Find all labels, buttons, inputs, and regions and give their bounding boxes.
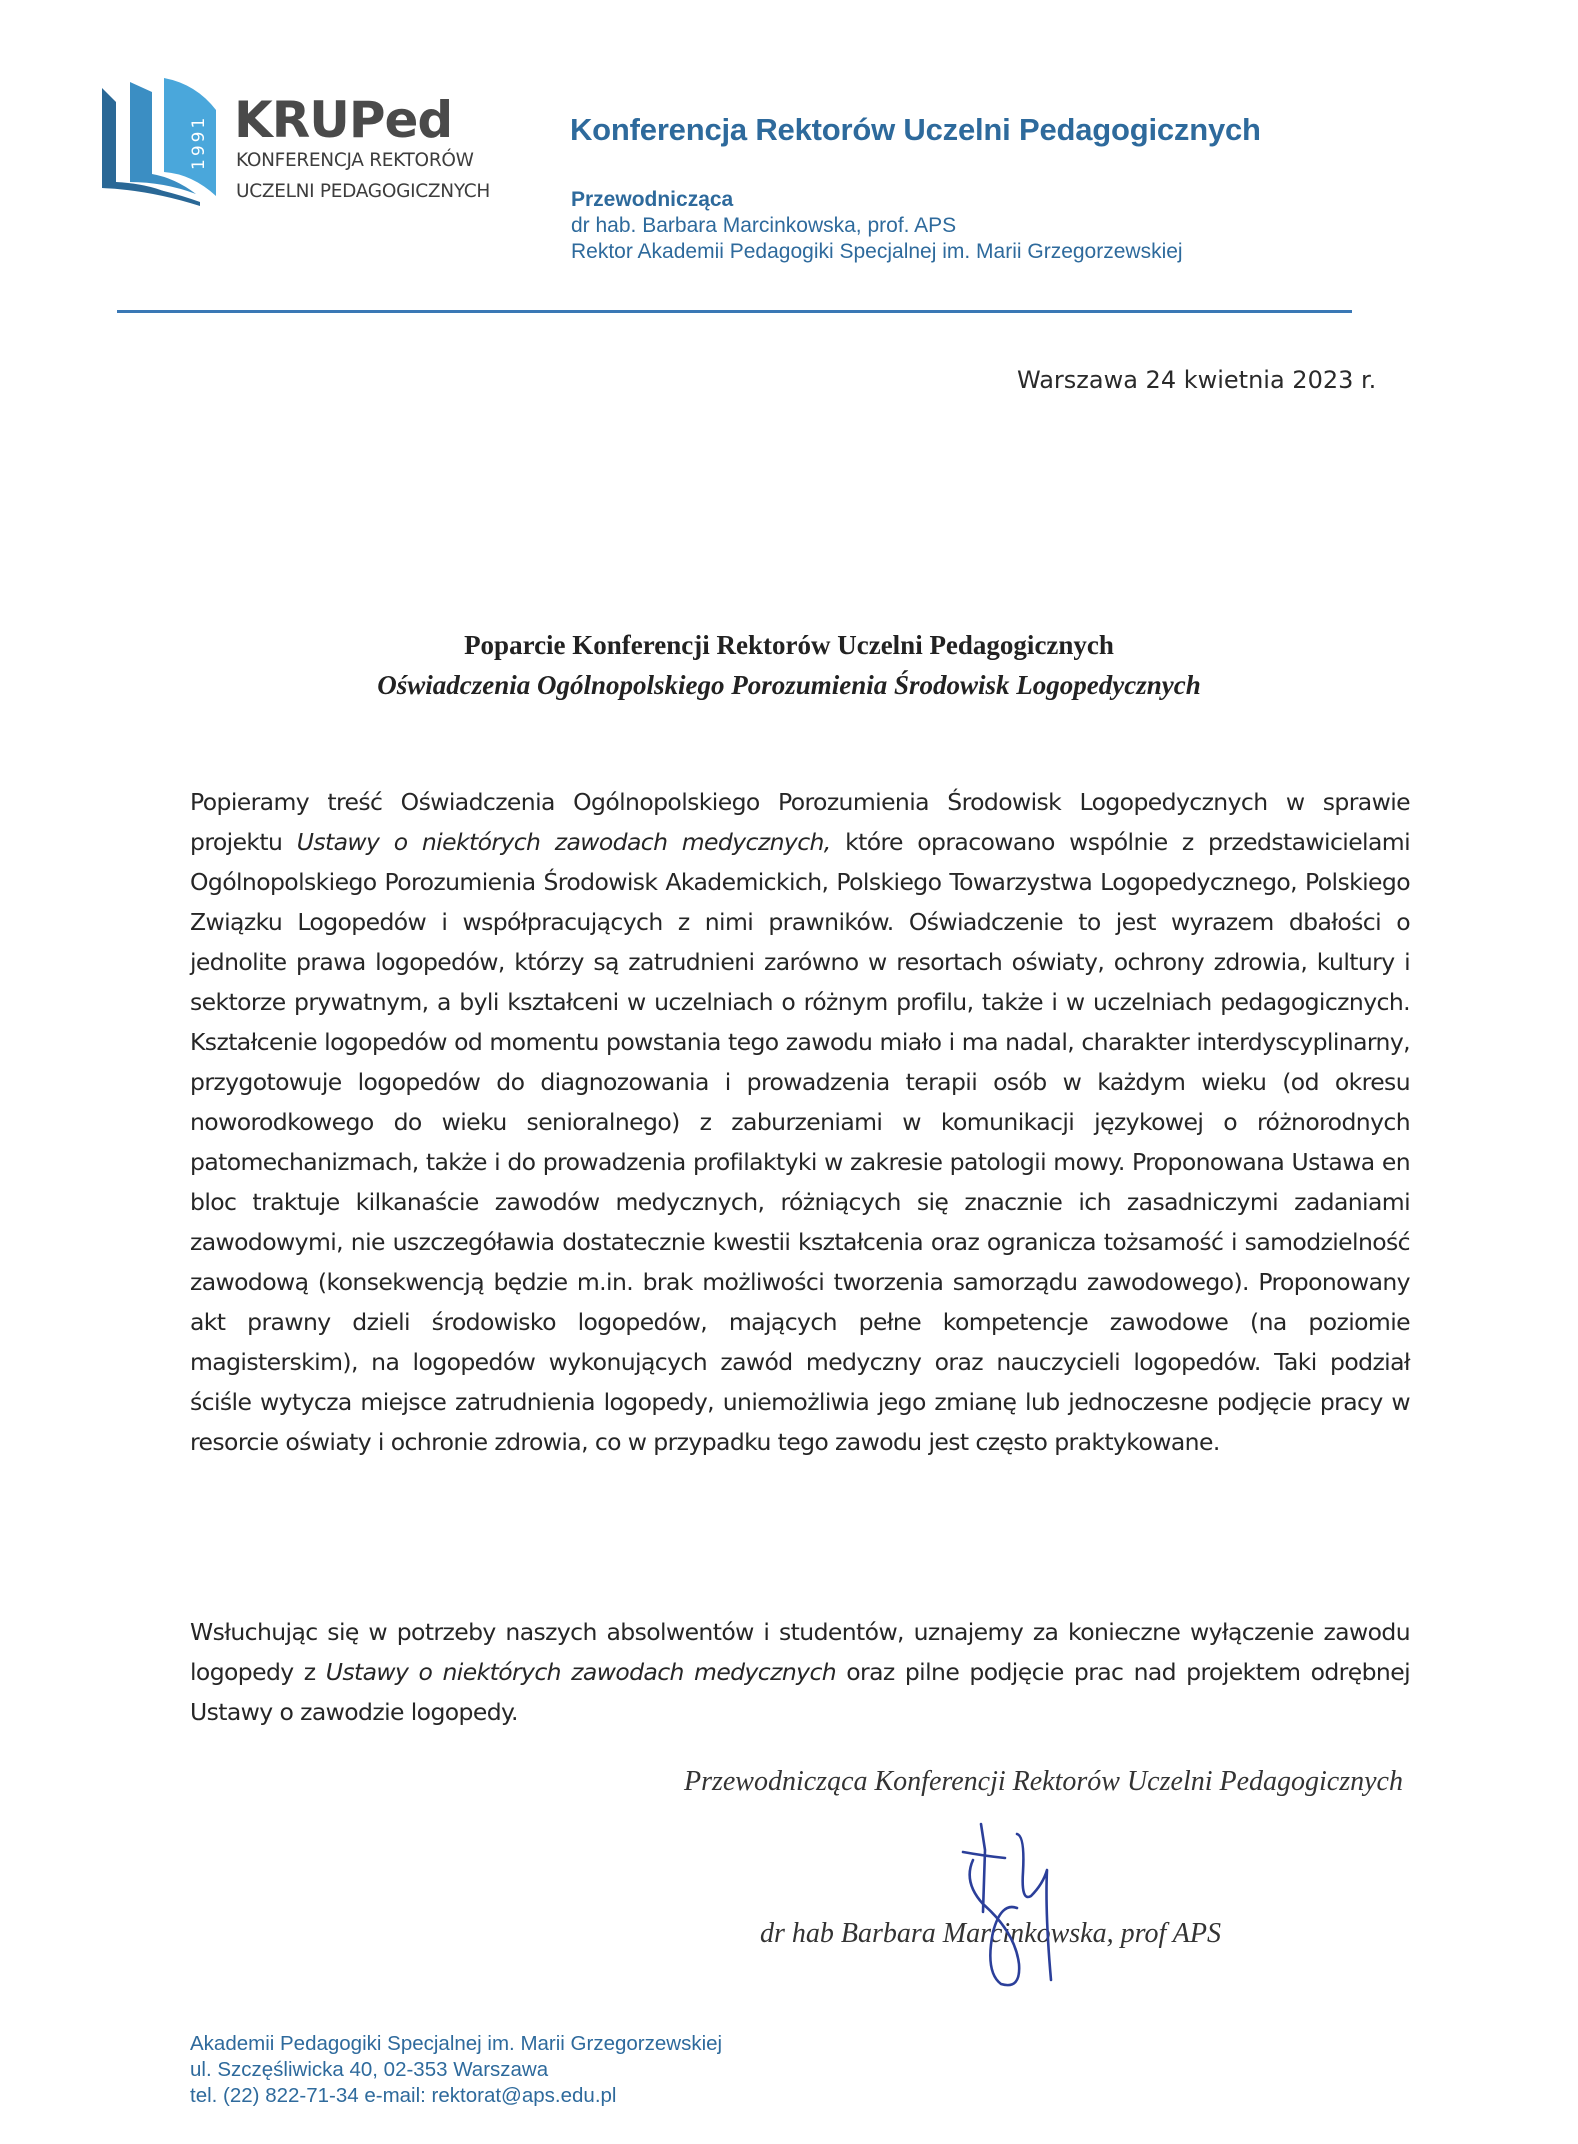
footer-institution: Akademii Pedagogiki Specjalnej im. Marii Grzegorzewskiej <box>190 2032 723 2055</box>
logo-subtitle-line1: KONFERENCJA REKTORÓW <box>236 150 474 171</box>
closing-position: Przewodnicząca Konferencji Rektorów Uczelni Pedagogicznych <box>683 1766 1403 1797</box>
signer-name: dr hab Barbara Marcinkowska, prof APS <box>760 1918 1221 1949</box>
chair-role: Przewodnicząca <box>571 188 734 211</box>
body-text: oraz pilne podjęcie prac nad projektem odrębnej Ustawy o zawodzie logopedy. <box>190 1658 1410 1726</box>
body-text: Wsłuchując się w potrzeby naszych absolwentów i studentów, uznajemy za konieczne wyłączenie zawodu logopedy z <box>190 1618 1410 1686</box>
body-paragraph-1 <box>190 782 1410 1462</box>
organization-name: Konferencja Rektorów Uczelni Pedagogicznych <box>570 112 1261 147</box>
letter-date: Warszawa 24 kwietnia 2023 r. <box>1017 366 1377 394</box>
krupred-logo-book-icon <box>100 78 220 208</box>
logo-subtitle-line2: UCZELNI PEDAGOGICZNYCH <box>236 181 491 202</box>
document-title: Poparcie Konferencji Rektorów Uczelni Pedagogicznych <box>464 630 1114 660</box>
handwritten-signature-icon <box>945 1812 1075 1992</box>
statute-title: Ustawy o niektórych zawodach medycznych, <box>296 828 831 856</box>
svg-text:1991: 1991 <box>189 114 209 170</box>
chair-title: Rektor Akademii Pedagogiki Specjalnej im. Marii Grzegorzewskiej <box>571 240 1183 263</box>
statute-title: Ustawy o niektórych zawodach medycznych <box>325 1658 837 1686</box>
chair-name: dr hab. Barbara Marcinkowska, prof. APS <box>571 214 957 237</box>
logo-wordmark: KRUPed <box>234 91 453 149</box>
document-subtitle: Oświadczenia Ogólnopolskiego Porozumienia Środowisk Logopedycznych <box>377 670 1201 700</box>
body-text: Popieramy treść Oświadczenia Ogólnopolskiego Porozumienia Środowisk Logopedycznych w sprawie projektu <box>190 788 1410 856</box>
footer-contact: tel. (22) 822-71-34 e-mail: rektorat@aps.edu.pl <box>190 2084 617 2107</box>
header-divider <box>117 310 1352 313</box>
body-text: które opracowano wspólnie z przedstawicielami Ogólnopolskiego Porozumienia Środowisk Akademickich, Polskiego Towarzystwa Logopedycznego, Polskiego Związku Logopedów i współpracujących z nimi prawników. Oświadczenie to jest wyrazem dbałości o jednolite prawa logopedów, którzy są zatrudnieni zarówno w resortach oświaty, ochrony zdrowia, kultury i sektorze prywatnym, a byli kształceni w uczelniach o różnym profilu, także i w uczelniach pedagogicznych. Kształcenie logopedów od momentu powstania tego zawodu miało i ma nadal, charakter interdyscyplinarny, przygotowuje logopedów do diagnozowania i prowadzenia terapii osób w każdym wieku (od okresu noworodkowego do wieku senioralnego) z zaburzeniami w komunikacji językowej o różnorodnych patomechanizmach, także i do prowadzenia profilaktyki w zakresie patologii mowy. Proponowana Ustawa en bloc traktuje kilkanaście zawodów medycznych, różniących się znacznie ich zasadniczymi zadaniami zawodowymi, nie uszczegóławia dostatecznie kwestii kształcenia oraz ogranicza tożsamość i samodzielność zawodową (konsekwencją będzie m.in. brak możliwości tworzenia samorządu zawodowego). Proponowany akt prawny dzieli środowisko logopedów, mających pełne kompetencje zawodowe (na poziomie magisterskim), na logopedów wykonujących zawód medyczny oraz nauczycieli logopedów. Taki podział ściśle wytycza miejsce zatrudnienia logopedy, uniemożliwia jego zmianę lub jednoczesne podjęcie pracy w resorcie oświaty i ochronie zdrowia, co w przypadku tego zawodu jest często praktykowane. <box>190 828 1411 1456</box>
body-paragraph-2 <box>190 1612 1410 1732</box>
footer-address: ul. Szczęśliwicka 40, 02-353 Warszawa <box>190 2058 549 2081</box>
